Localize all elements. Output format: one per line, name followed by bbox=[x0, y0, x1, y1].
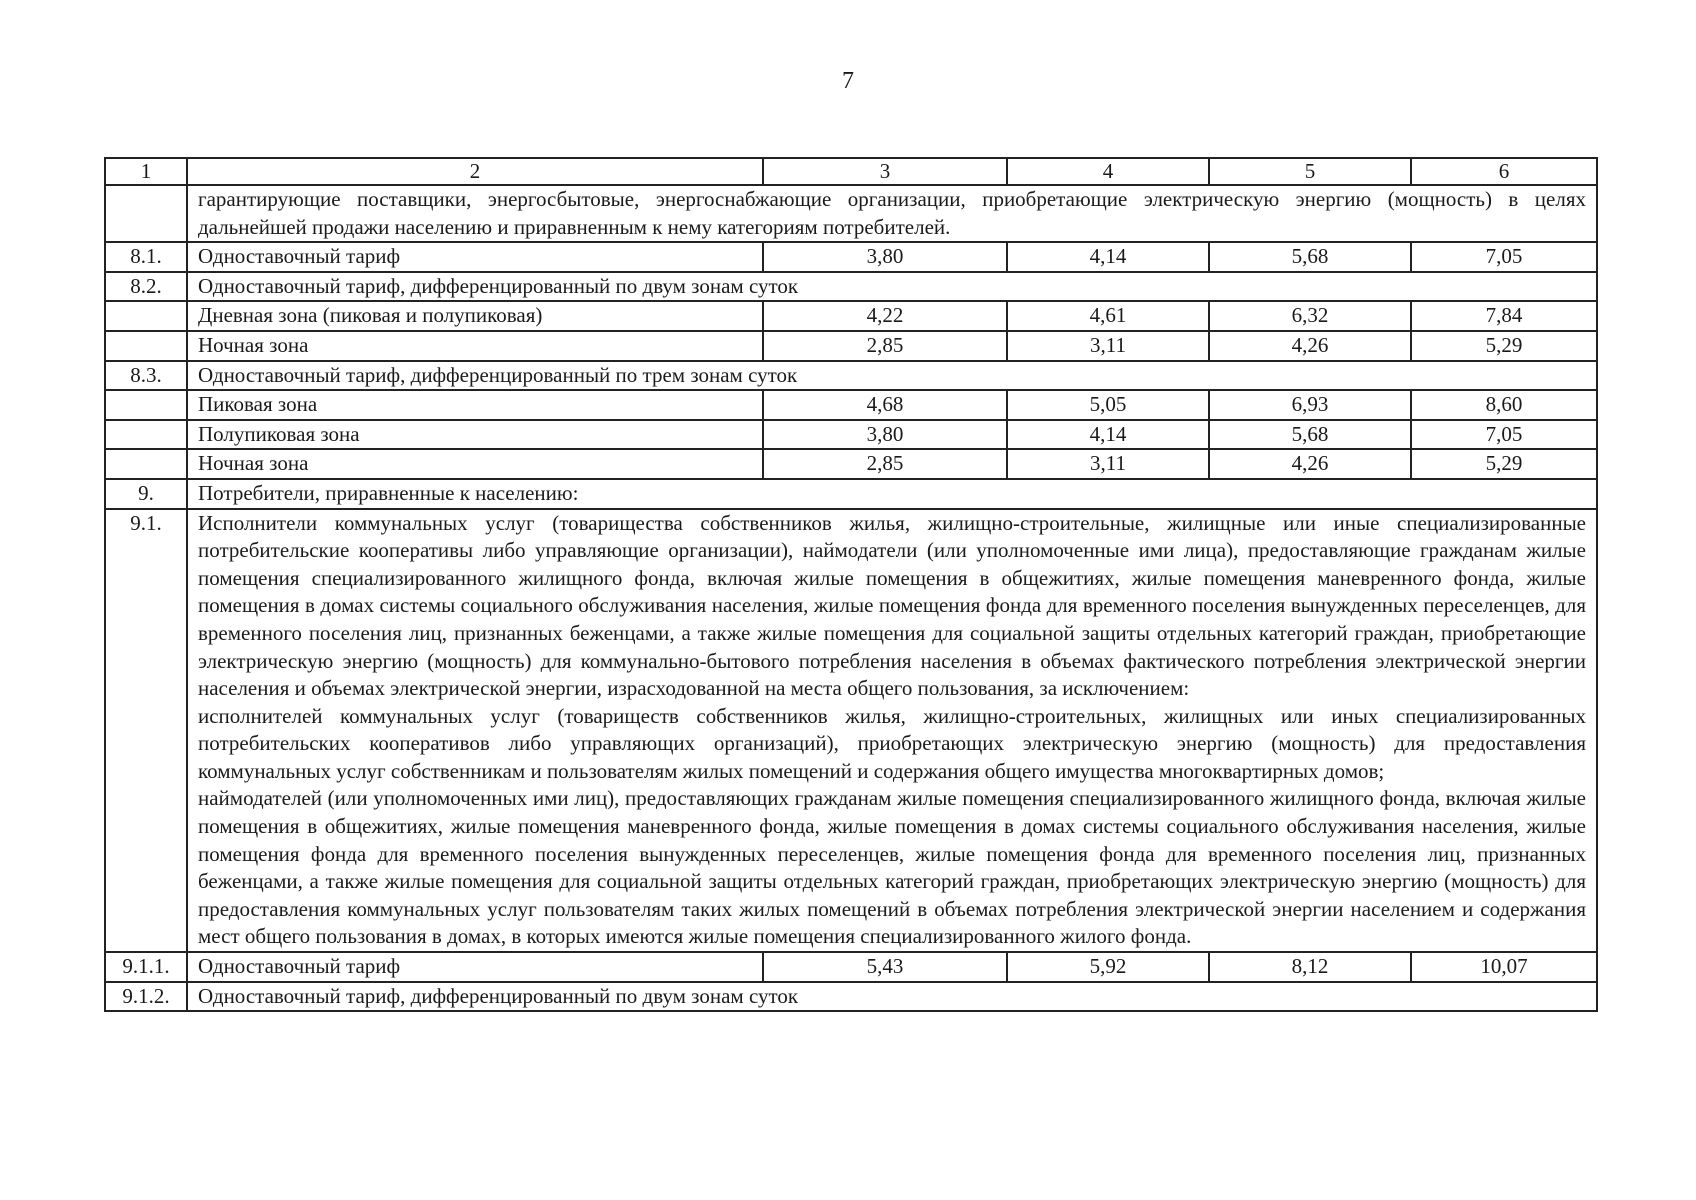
row-number bbox=[105, 390, 187, 420]
tariff-value-col-6: 5,29 bbox=[1411, 331, 1597, 361]
tariff-value-col-3: 3,80 bbox=[763, 242, 1007, 272]
tariff-value-col-4: 4,61 bbox=[1007, 301, 1209, 331]
row-number: 9.1.2. bbox=[105, 982, 187, 1012]
row-text bbox=[187, 361, 1597, 391]
table-row bbox=[105, 361, 1597, 391]
row-label: Дневная зона (пиковая и полупиковая) bbox=[187, 301, 763, 331]
tariff-value-col-4: 3,11 bbox=[1007, 449, 1209, 479]
row-label: Ночная зона bbox=[187, 449, 763, 479]
row-number: 9. bbox=[105, 479, 187, 509]
table-row bbox=[105, 272, 1597, 302]
tariff-value-col-3: 3,80 bbox=[763, 420, 1007, 450]
table-row bbox=[105, 331, 1597, 361]
row-text bbox=[187, 272, 1597, 302]
row-number: 9.1. bbox=[105, 509, 187, 953]
table-row bbox=[105, 509, 1597, 953]
table-row bbox=[105, 982, 1597, 1012]
tariff-value-col-6: 7,05 bbox=[1411, 242, 1597, 272]
table-row bbox=[105, 449, 1597, 479]
tariff-value-col-5: 5,68 bbox=[1209, 242, 1411, 272]
header-col-6: 6 bbox=[1411, 158, 1597, 185]
row-heading: Одноставочный тариф, дифференцированный по двум зонам суток bbox=[198, 983, 799, 1008]
tariff-value-col-5: 5,68 bbox=[1209, 420, 1411, 450]
table-row bbox=[105, 185, 1597, 242]
row-label: Ночная зона bbox=[187, 331, 763, 361]
table-row bbox=[105, 952, 1597, 982]
row-number: 8.3. bbox=[105, 361, 187, 391]
tariff-value-col-3: 5,43 bbox=[763, 952, 1007, 982]
header-col-3: 3 bbox=[763, 158, 1007, 185]
row-number: 9.1.1. bbox=[105, 952, 187, 982]
row-text bbox=[187, 509, 1597, 953]
tariff-value-col-6: 7,05 bbox=[1411, 420, 1597, 450]
row-heading: Одноставочный тариф, дифференцированный по двум зонам суток bbox=[198, 273, 799, 298]
tariff-value-col-6: 7,84 bbox=[1411, 301, 1597, 331]
row-number bbox=[105, 185, 187, 242]
table-row bbox=[105, 242, 1597, 272]
table-row bbox=[105, 301, 1597, 331]
row-text bbox=[187, 982, 1597, 1012]
tariff-table bbox=[104, 157, 1598, 1012]
header-col-2: 2 bbox=[187, 158, 763, 185]
tariff-value-col-6: 5,29 bbox=[1411, 449, 1597, 479]
table-row bbox=[105, 479, 1597, 509]
table-header-row bbox=[105, 158, 1597, 185]
tariff-value-col-3: 4,68 bbox=[763, 390, 1007, 420]
row-text bbox=[187, 185, 1597, 242]
row-number bbox=[105, 449, 187, 479]
header-col-4: 4 bbox=[1007, 158, 1209, 185]
tariff-value-col-4: 4,14 bbox=[1007, 420, 1209, 450]
table-row bbox=[105, 420, 1597, 450]
row-number: 8.1. bbox=[105, 242, 187, 272]
row-label: Полупиковая зона bbox=[187, 420, 763, 450]
row-paragraph: исполнителей коммунальных услуг (товариществ собственников жилья, жилищно-строительных, жилищных или иных специализированных потребительских кооперативов либо управляющих организаций), приобретающих электрическую энергию (мощность) для предоставления коммунальных услуг собственникам и пользователям жилых помещений и содержания общего имущества многоквартирных домов; bbox=[198, 703, 1586, 783]
tariff-value-col-3: 2,85 bbox=[763, 331, 1007, 361]
tariff-value-col-3: 4,22 bbox=[763, 301, 1007, 331]
row-number bbox=[105, 301, 187, 331]
tariff-value-col-6: 10,07 bbox=[1411, 952, 1597, 982]
tariff-value-col-5: 8,12 bbox=[1209, 952, 1411, 982]
row-text bbox=[187, 479, 1597, 509]
tariff-value-col-6: 8,60 bbox=[1411, 390, 1597, 420]
tariff-value-col-4: 4,14 bbox=[1007, 242, 1209, 272]
tariff-value-col-5: 4,26 bbox=[1209, 449, 1411, 479]
tariff-value-col-4: 5,05 bbox=[1007, 390, 1209, 420]
header-col-1: 1 bbox=[105, 158, 187, 185]
tariff-value-col-4: 5,92 bbox=[1007, 952, 1209, 982]
row-paragraph: наймодателей (или уполномоченных ими лиц), предоставляющих гражданам жилые помещения специализированного жилищного фонда, включая жилые помещения в общежитиях, жилые помещения маневренного фонда, жилые помещения в домах системы социального обслуживания населения, жилые помещения фонда для временного поселения вынужденных переселенцев, жилые помещения фонда для временного поселения лиц, признанных беженцами, а также жилые помещения для социальной защиты отдельных категорий граждан, приобретающих электрическую энергию (мощность) для предоставления коммунальных услуг пользователям таких жилых помещений в объемах потребления электрической энергии населением и содержания мест общего пользования в домах, в которых имеются жилые помещения специализированного жилого фонда. bbox=[198, 786, 1586, 949]
header-col-5: 5 bbox=[1209, 158, 1411, 185]
row-number bbox=[105, 420, 187, 450]
tariff-value-col-3: 2,85 bbox=[763, 449, 1007, 479]
row-heading: Потребители, приравненные к населению: bbox=[198, 480, 579, 505]
row-label: Пиковая зона bbox=[187, 390, 763, 420]
row-heading: гарантирующие поставщики, энергосбытовые, энергоснабжающие организации, приобретающие электрическую энергию (мощность) в целях дальнейшей продажи населению и приравненным к нему категориям потребителей. bbox=[198, 187, 1586, 239]
page-number: 7 bbox=[842, 68, 854, 94]
table-row bbox=[105, 390, 1597, 420]
row-paragraph: Исполнители коммунальных услуг (товарищества собственников жилья, жилищно-строительные, жилищные или иные специализированные потребительские кооперативы либо управляющие организации), наймодатели (или уполномоченные ими лица), предоставляющие гражданам жилые помещения специализированного жилищного фонда, включая жилые помещения в общежитиях, жилые помещения маневренного фонда, жилые помещения в домах системы социального обслуживания населения, жилые помещения фонда для временного поселения вынужденных переселенцев, для временного поселения лиц, признанных беженцами, а также жилые помещения для социальной защиты отдельных категорий граждан, приобретающие электрическую энергию (мощность) для коммунально-бытового потребления населения в объемах фактического потребления электрической энергии населения и объемах электрической энергии, израсходованной на места общего пользования, за исключением: bbox=[198, 510, 1586, 701]
row-number: 8.2. bbox=[105, 272, 187, 302]
tariff-value-col-5: 6,32 bbox=[1209, 301, 1411, 331]
tariff-value-col-5: 4,26 bbox=[1209, 331, 1411, 361]
row-label: Одноставочный тариф bbox=[187, 242, 763, 272]
row-label: Одноставочный тариф bbox=[187, 952, 763, 982]
row-number bbox=[105, 331, 187, 361]
tariff-value-col-5: 6,93 bbox=[1209, 390, 1411, 420]
row-heading: Одноставочный тариф, дифференцированный по трем зонам суток bbox=[198, 362, 798, 387]
tariff-value-col-4: 3,11 bbox=[1007, 331, 1209, 361]
